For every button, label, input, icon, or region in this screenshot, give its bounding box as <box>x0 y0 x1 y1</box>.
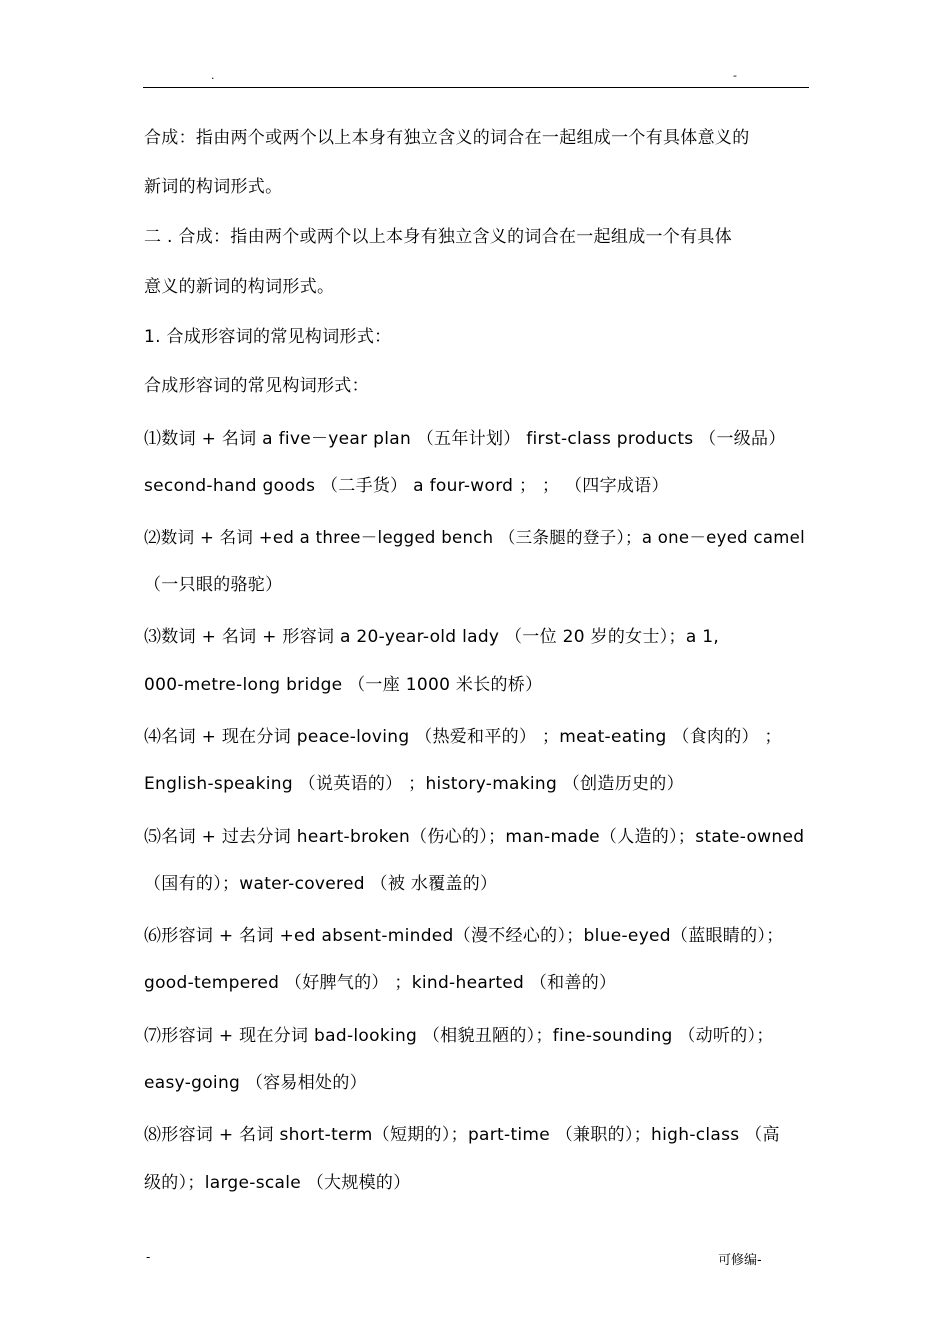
rule-6-line-2: good-tempered （好脾气的） ；kind-hearted （和善的） <box>144 973 617 993</box>
definition-line-2: 新词的构词形式。 <box>144 177 283 197</box>
rule-8-line-1: ⑻形容词 + 名词 short-term（短期的）；part-time （兼职的）；high-class （高 <box>144 1125 780 1145</box>
rule-5-line-2: （国有的）；water-covered （被 水覆盖的） <box>144 874 498 894</box>
subsection-heading: 1. 合成形容词的常见构词形式： <box>144 327 392 347</box>
rule-3-line-2: 000-metre-long bridge （一座 1000 米长的桥） <box>144 675 543 695</box>
header-left-mark: . <box>211 69 215 82</box>
rule-1-line-1: ⑴数词 + 名词 a five－year plan （五年计划） first-class products （一级品） <box>144 429 786 449</box>
footer-editable-note: 可修编- <box>718 1253 762 1268</box>
footer-left-mark: - <box>146 1250 151 1264</box>
rule-6-line-1: ⑹形容词 + 名词 +ed absent-minded（漫不经心的）；blue-eyed（蓝眼睛的）； <box>144 926 784 946</box>
rule-4-line-1: ⑷名词 + 现在分词 peace-loving （热爱和平的） ；meat-eating （食肉的） ； <box>144 727 782 747</box>
rule-4-line-2: English-speaking （说英语的） ；history-making （创造历史的） <box>144 774 684 794</box>
rule-5-line-1: ⑸名词 + 过去分词 heart-broken（伤心的）；man-made（人造的）；state-owned <box>144 827 805 847</box>
subsection-subheading: 合成形容词的常见构词形式： <box>144 376 369 396</box>
rule-8-line-2: 级的）；large-scale （大规模的） <box>144 1173 411 1193</box>
definition-line-1: 合成：指由两个或两个以上本身有独立含义的词合在一起组成一个有具体意义的 <box>144 128 750 148</box>
rule-3-line-1: ⑶数词 + 名词 + 形容词 a 20-year-old lady （一位 20 岁的女士）；a 1, <box>144 627 720 647</box>
rule-7-line-2: easy-going （容易相处的） <box>144 1073 367 1093</box>
rule-7-line-1: ⑺形容词 + 现在分词 bad-looking （相貌丑陋的）；fine-sounding （动听的）； <box>144 1026 774 1046</box>
section-two-line-2: 意义的新词的构词形式。 <box>144 277 335 297</box>
rule-2-line-2: （一只眼的骆驼） <box>144 575 283 595</box>
rule-1-line-2: second-hand goods （二手货） a four-word ； ； （四字成语） <box>144 476 669 496</box>
page-header-rule <box>143 68 809 88</box>
section-two-line-1: 二 . 合成：指由两个或两个以上本身有独立含义的词合在一起组成一个有具体 <box>144 227 733 247</box>
rule-2-line-1: ⑵数词 + 名词 +ed a three－legged bench （三条腿的登子）；a one－eyed camel <box>144 528 805 547</box>
header-right-mark: - <box>733 69 737 82</box>
